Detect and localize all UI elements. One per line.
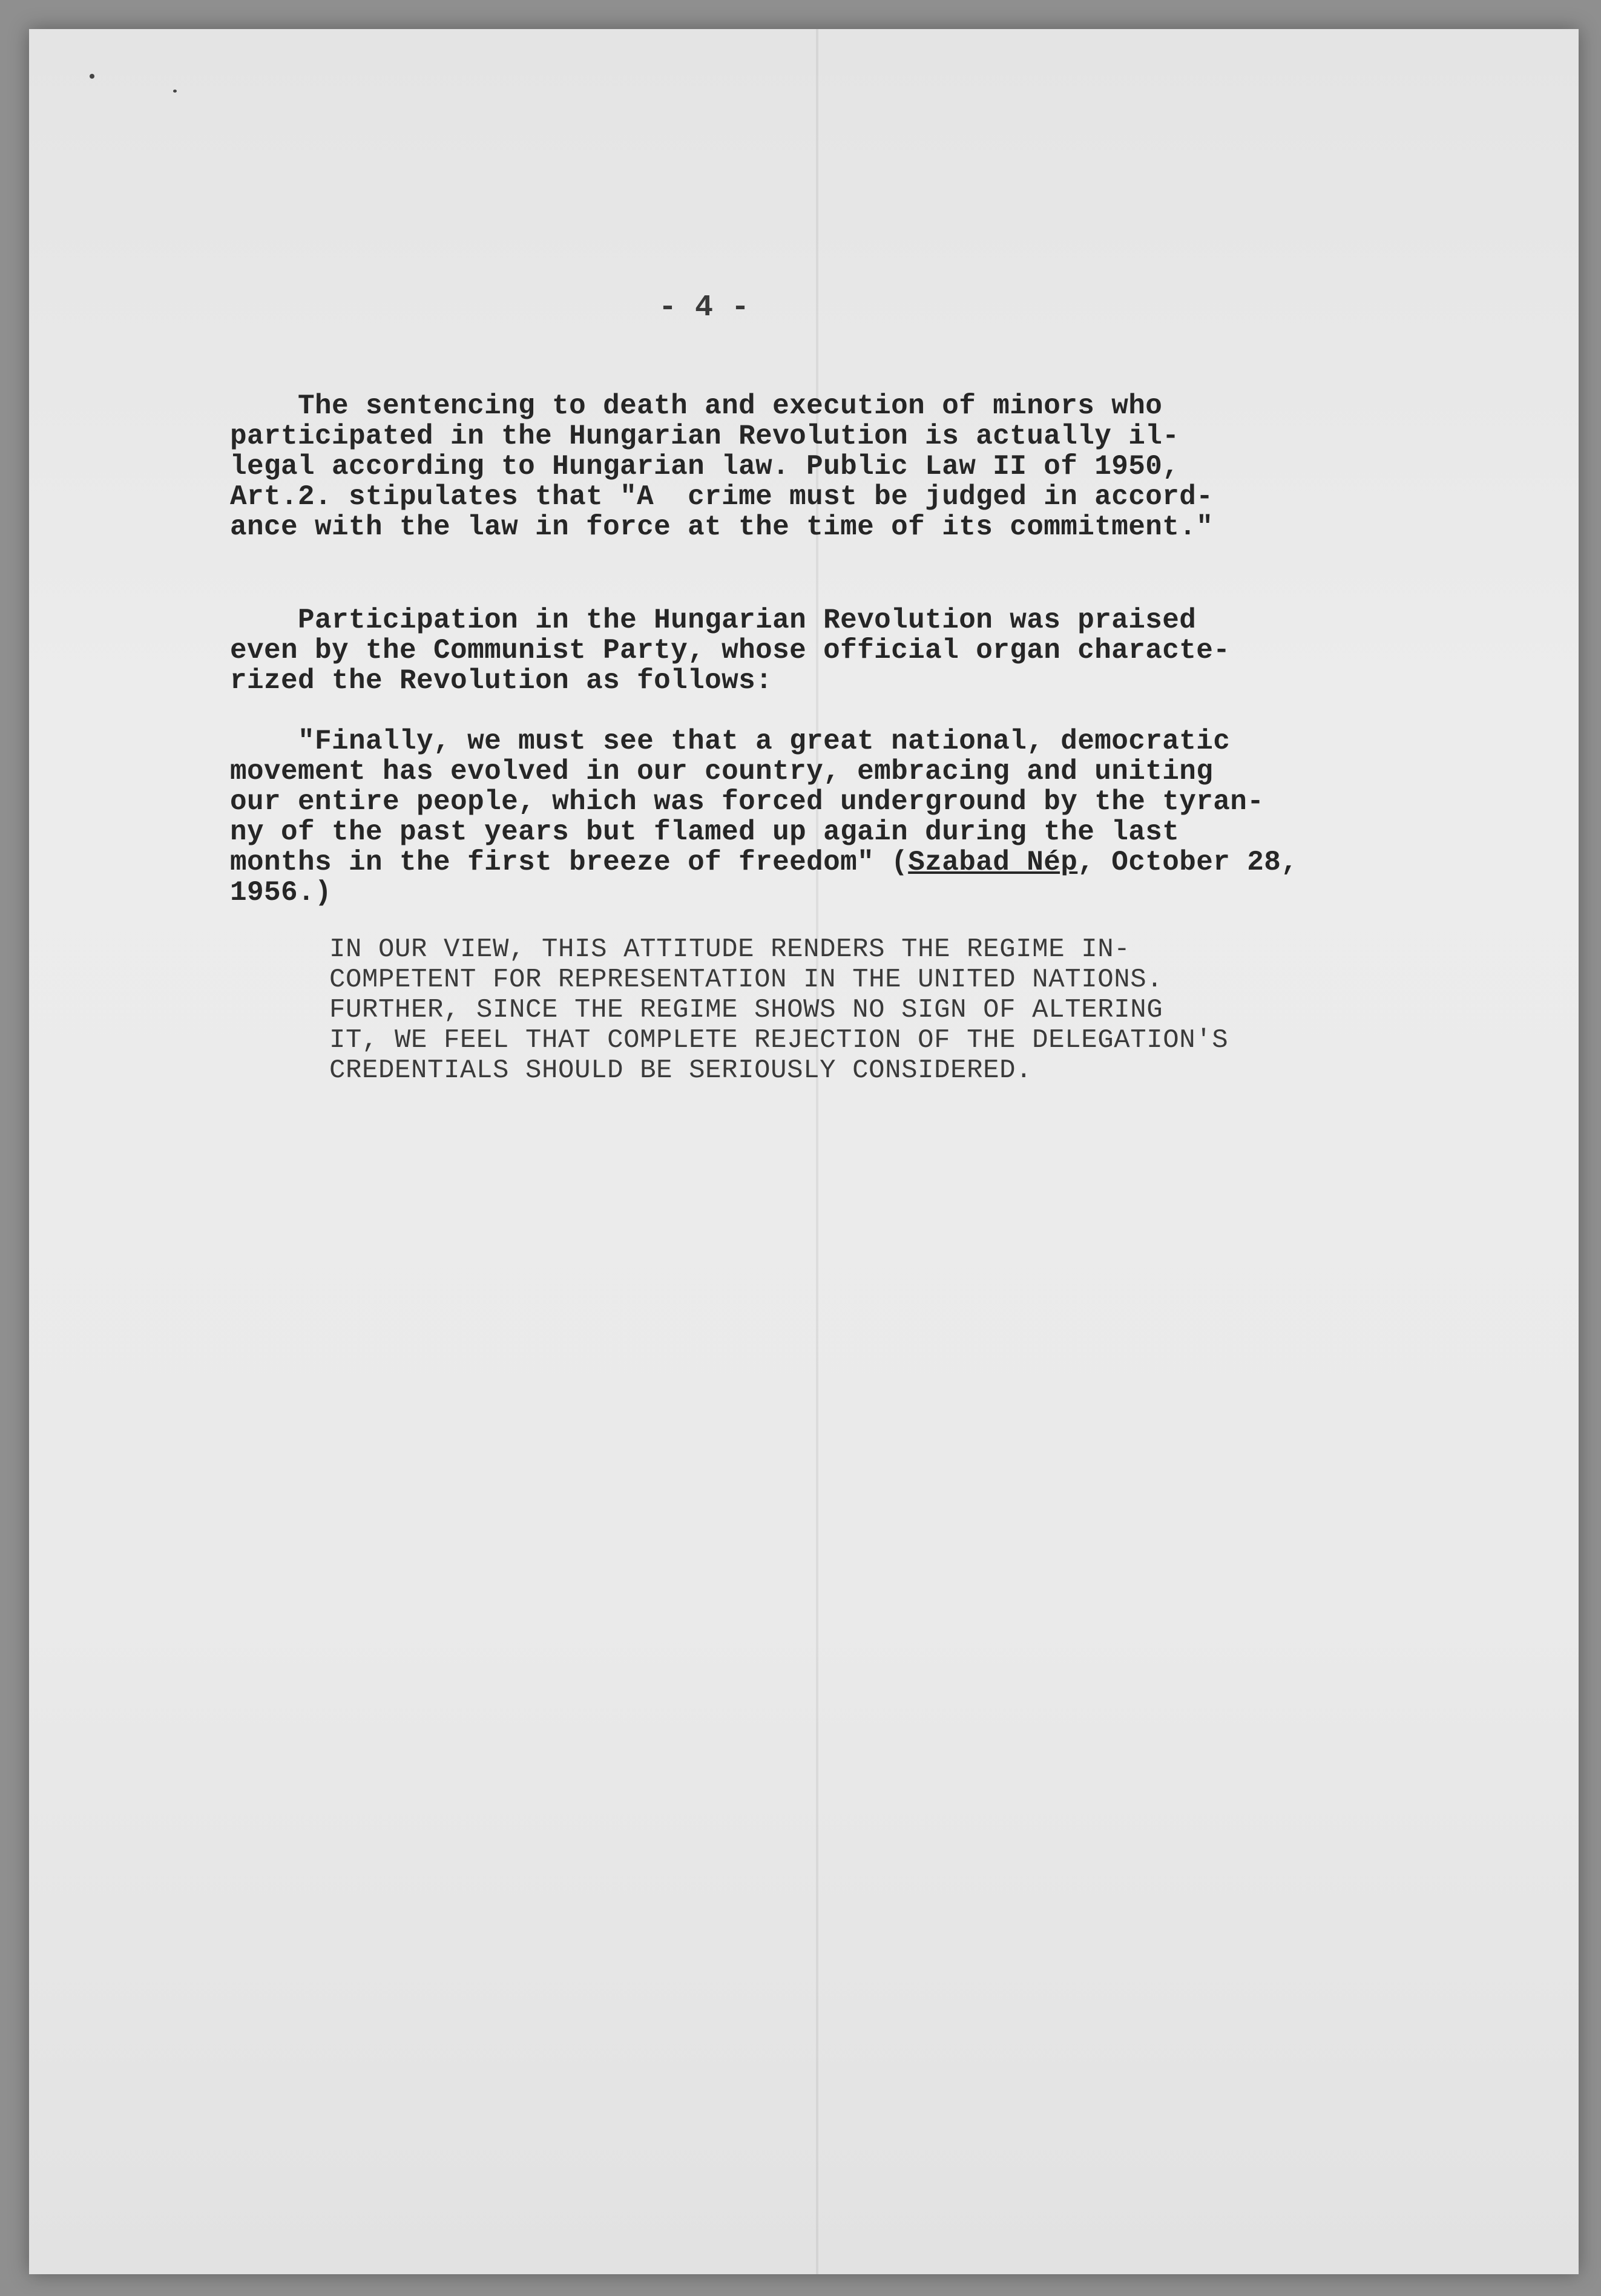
- paragraph-szabad-nep-quote: [230, 726, 1298, 908]
- text-line: legal according to Hungarian law. Public Law II of 1950,: [230, 451, 1180, 482]
- text-line: FURTHER, SINCE THE REGIME SHOWS NO SIGN OF ALTERING: [329, 995, 1163, 1025]
- text-line: Participation in the Hungarian Revolution was praised: [230, 605, 1197, 636]
- document-page: [29, 29, 1579, 2274]
- text-line: "Finally, we must see that a great national, democratic: [230, 726, 1231, 757]
- text-line: months in the first breeze of freedom" (: [230, 847, 909, 878]
- text-line: ance with the law in force at the time of its commitment.": [230, 511, 1214, 543]
- text-line: 1956.): [230, 877, 332, 908]
- text-line: participated in the Hungarian Revolution is actually il-: [230, 421, 1180, 452]
- text-line: The sentencing to death and execution of minors who: [230, 390, 1163, 422]
- paper-speck: [90, 74, 94, 79]
- text-line: ny of the past years but flamed up again during the last: [230, 816, 1180, 848]
- text-line: Art.2. stipulates that "A crime must be judged in accord-: [230, 481, 1214, 513]
- page-fold-crease: [816, 29, 818, 2274]
- text-line: IN OUR VIEW, THIS ATTITUDE RENDERS THE REGIME IN-: [329, 934, 1131, 965]
- text-line: COMPETENT FOR REPRESENTATION IN THE UNITED NATIONS.: [329, 965, 1163, 995]
- text-line: rized the Revolution as follows:: [230, 665, 773, 697]
- text-line: movement has evolved in our country, embracing and uniting: [230, 756, 1214, 787]
- text-line: our entire people, which was forced underground by the tyran-: [230, 786, 1264, 818]
- page-number: - 4 -: [659, 290, 750, 325]
- paragraph-party-praise: [230, 605, 1230, 696]
- text-line: IT, WE FEEL THAT COMPLETE REJECTION OF THE DELEGATION'S: [329, 1025, 1229, 1055]
- paper-speck: [173, 90, 177, 93]
- text-line: even by the Communist Party, whose official organ characte-: [230, 635, 1231, 666]
- text-line: , October 28,: [1077, 847, 1298, 878]
- conclusion-statement: [329, 934, 1228, 1086]
- newspaper-title: Szabad Nép: [908, 847, 1078, 878]
- text-line: CREDENTIALS SHOULD BE SERIOUSLY CONSIDERED.: [329, 1055, 1033, 1086]
- paragraph-minors-execution: [230, 391, 1213, 542]
